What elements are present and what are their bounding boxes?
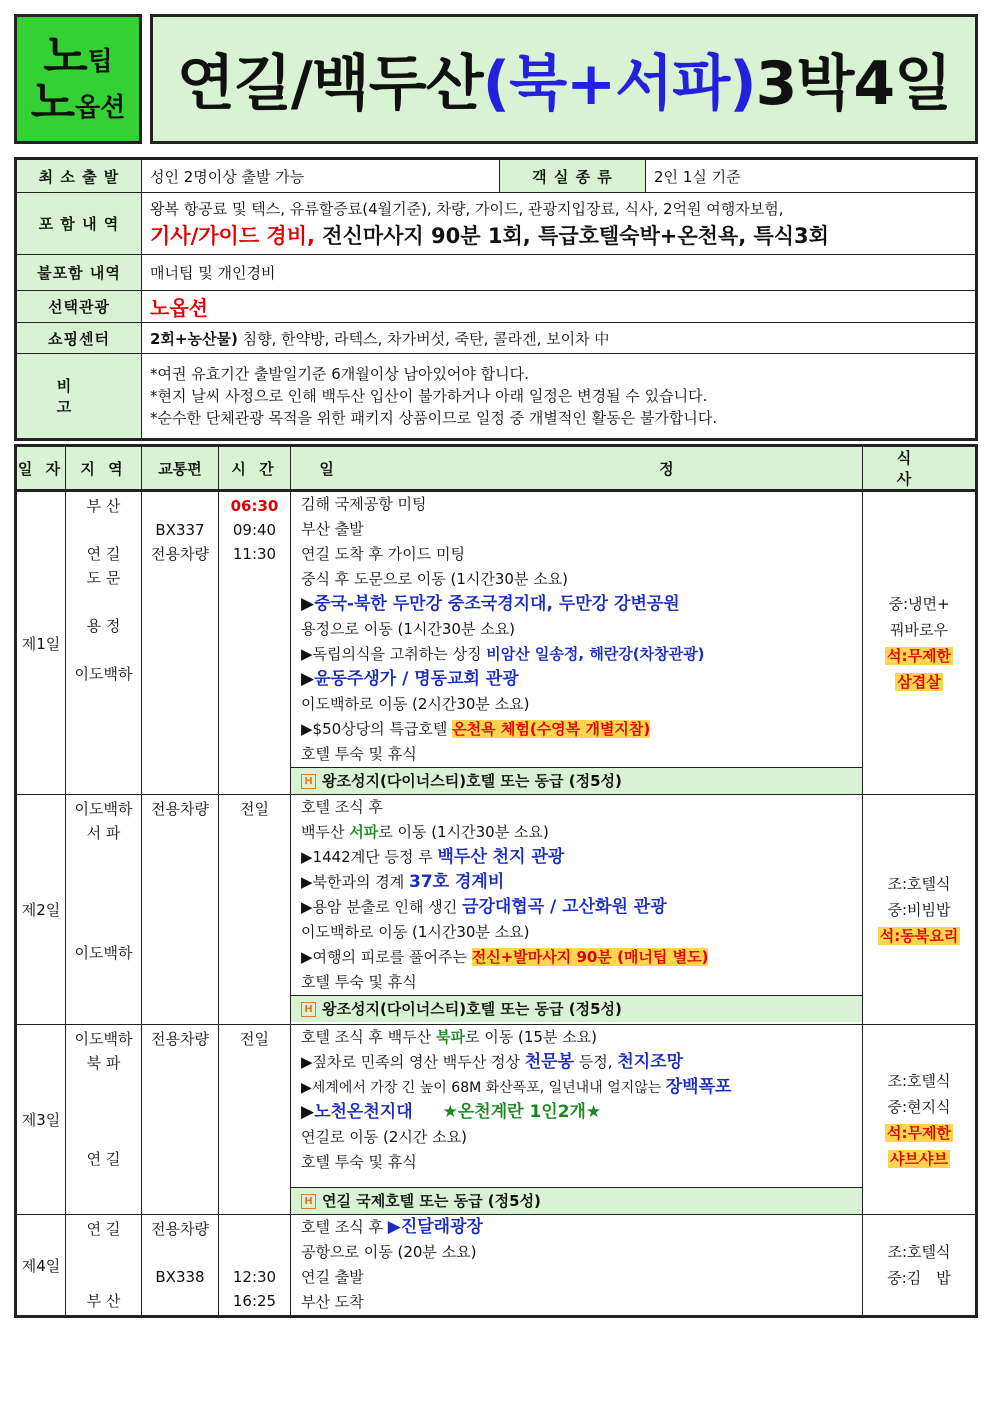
- shopping-label: 쇼핑센터: [16, 323, 142, 354]
- transport-cell: BX337 전용차량: [142, 491, 219, 795]
- day-row-1: [16, 491, 977, 795]
- itinerary-line: 호텔 투숙 및 휴식: [301, 1153, 417, 1171]
- title-route: (북+서파): [482, 49, 756, 119]
- itinerary-line: ▶용암 분출로 인해 생긴 금강대협곡 / 고산화원 관광: [301, 897, 667, 917]
- itinerary-line: ▶$50상당의 특급호텔 온천욕 체험(수영복 개별지참): [301, 720, 651, 738]
- incl-label: 포 함 내 역: [16, 193, 142, 255]
- day-label: 제4일: [16, 1215, 66, 1317]
- itinerary-cell: [291, 1025, 863, 1215]
- incl-guide-fee: 기사/가이드 경비,: [150, 223, 315, 248]
- itinerary-line: ▶북한과의 경계 37호 경계비: [301, 872, 505, 892]
- itinerary-line: 백두산 서파로 이동 (1시간30분 소요): [301, 823, 549, 841]
- time-cell: 전일: [219, 795, 291, 1025]
- info-table: [14, 157, 978, 441]
- col-region: 지 역: [66, 446, 142, 491]
- itinerary-line: 연길 출발: [301, 1268, 364, 1286]
- hotel-info: H 연길 국제호텔 또는 동급 (정5성): [291, 1187, 862, 1214]
- itinerary-line: 호텔 투숙 및 휴식: [301, 745, 417, 763]
- meal-cell: 중:냉면+ 꿔바로우 석:무제한 삼겹살: [863, 491, 977, 795]
- itinerary-line: 호텔 조식 후: [301, 798, 383, 816]
- no-tip-no-option-badge: [14, 14, 142, 144]
- day-row-4: [16, 1215, 977, 1317]
- hotel-icon: H: [301, 774, 316, 789]
- itinerary-line: 이도백하로 이동 (2시간30분 소요): [301, 695, 530, 713]
- depart-label: 최 소 출 발: [16, 159, 142, 193]
- itinerary-line: ▶여행의 피로를 풀어주는 전신+발마사지 90분 (매너팁 별도): [301, 948, 709, 966]
- transport-cell: 전용차량 BX338: [142, 1215, 219, 1317]
- incl-line-1: 왕복 항공료 및 텍스, 유류할증료(4월기준), 차량, 가이드, 관광지입장료, 식사, 2억원 여행자보험,: [150, 199, 784, 218]
- schedule-table: [14, 444, 978, 1318]
- time-cell: 06:30 09:40 11:30: [219, 491, 291, 795]
- itinerary-line: 호텔 투숙 및 휴식: [301, 973, 417, 991]
- itinerary-line: 부산 도착: [301, 1293, 364, 1311]
- region-cell: 부 산 연 길 도 문 용 정 이도백하: [66, 491, 142, 795]
- itinerary-line: 호텔 조식 후 백두산 북파로 이동 (15분 소요): [301, 1028, 598, 1046]
- room-label: 객 실 종 류: [500, 159, 646, 193]
- itinerary-line: 연길로 이동 (2시간 소요): [301, 1128, 467, 1146]
- transport-cell: 전용차량: [142, 795, 219, 1025]
- itinerary-cell: [291, 491, 863, 795]
- room-value: 2인 1실 기준: [646, 159, 977, 193]
- notes-label: 비 고: [16, 354, 142, 440]
- hotel-icon: H: [301, 1002, 316, 1017]
- notes: [142, 354, 977, 440]
- region-cell: 이도백하 북 파 연 길: [66, 1025, 142, 1215]
- incl-line-2: [150, 220, 967, 250]
- shopping-value: 2회+농산물) 침향, 한약방, 라텍스, 차가버섯, 죽탄, 콜라겐, 보이차 中: [142, 323, 977, 354]
- itinerary-line: 김해 국제공항 미팅: [301, 495, 427, 513]
- depart-value: 성인 2명이상 출발 가능: [142, 159, 500, 193]
- itinerary-line: 중식 후 도문으로 이동 (1시간30분 소요): [301, 570, 569, 588]
- col-meal: 식 사: [863, 446, 977, 491]
- badge-no-1: 노: [43, 29, 86, 83]
- itinerary-cell: [291, 795, 863, 1025]
- itinerary-line: 호텔 조식 후 ▶진달래광장: [301, 1217, 483, 1237]
- col-day: 일 자: [16, 446, 66, 491]
- option-label: 선택관광: [16, 291, 142, 323]
- itinerary-line: ▶독립의식을 고취하는 상징 비암산 일송정, 해란강(차창관광): [301, 645, 705, 663]
- badge-option: 옵션: [75, 93, 126, 123]
- itinerary-line: 공항으로 이동 (20분 소요): [301, 1243, 477, 1261]
- meal-cell: 조:호텔식 중:김 밥: [863, 1215, 977, 1317]
- col-transport: 교통편: [142, 446, 219, 491]
- itinerary-line: 부산 출발: [301, 520, 364, 538]
- col-time: 시 간: [219, 446, 291, 491]
- col-itinerary: 일 정: [291, 446, 863, 491]
- day-row-3: [16, 1025, 977, 1215]
- time-cell: 전일: [219, 1025, 291, 1215]
- note-item: *여권 유효기간 출발일기준 6개월이상 남아있어야 합니다.: [150, 365, 529, 383]
- option-value: 노옵션: [142, 291, 977, 323]
- region-cell: 이도백하 서 파 이도백하: [66, 795, 142, 1025]
- day-label: 제1일: [16, 491, 66, 795]
- region-cell: 연 길 부 산: [66, 1215, 142, 1317]
- itinerary-line: ▶노천온천지대 ★온천계란 1인2개★: [301, 1102, 602, 1122]
- day-row-2: [16, 795, 977, 1025]
- page-title: [150, 14, 978, 144]
- hotel-icon: H: [301, 1194, 316, 1209]
- day-label: 제3일: [16, 1025, 66, 1215]
- itinerary-line: 연길 도착 후 가이드 미팅: [301, 545, 465, 563]
- itinerary-line: ▶1442계단 등정 루 백두산 천지 관광: [301, 847, 565, 867]
- time-cell: 12:30 16:25: [219, 1215, 291, 1317]
- badge-no-2: 노: [30, 75, 74, 129]
- excl-value: 매너팁 및 개인경비: [142, 255, 977, 291]
- transport-cell: 전용차량: [142, 1025, 219, 1215]
- itinerary-line: 이도백하로 이동 (1시간30분 소요): [301, 923, 530, 941]
- title-duration: 3박4일: [755, 49, 952, 119]
- itinerary-line: ▶세계에서 가장 긴 높이 68M 화산폭포, 일년내내 얼지않는 장백폭포: [301, 1077, 732, 1097]
- note-item: *순수한 단체관광 목적을 위한 패키지 상품이므로 일정 중 개별적인 활동은 불가합니다.: [150, 409, 718, 427]
- day-label: 제2일: [16, 795, 66, 1025]
- badge-tip: 팁: [87, 47, 113, 77]
- itinerary-line: ▶윤동주생가 / 명동교회 관광: [301, 669, 519, 689]
- itinerary-line: 용정으로 이동 (1시간30분 소요): [301, 620, 516, 638]
- itinerary-line: ▶중국-북한 두만강 중조국경지대, 두만강 강변공원: [301, 594, 680, 614]
- note-item: *현지 날씨 사정으로 인해 백두산 입산이 불가하거나 아래 일정은 변경될 수 있습니다.: [150, 387, 708, 405]
- meal-cell: 조:호텔식 중:비빔밥 석:동북요리: [863, 795, 977, 1025]
- hotel-info: H 왕조성지(다이너스티)호텔 또는 동급 (정5성): [291, 995, 862, 1022]
- itinerary-line: ▶짚차로 민족의 영산 백두산 정상 천문봉 등정, 천지조망: [301, 1052, 684, 1072]
- itinerary-cell: [291, 1215, 863, 1317]
- hotel-info: H 왕조성지(다이너스티)호텔 또는 동급 (정5성): [291, 767, 862, 794]
- meal-cell: 조:호텔식 중:현지식 석:무제한 샤브샤브: [863, 1025, 977, 1215]
- title-destination: 연길/백두산: [176, 49, 483, 119]
- incl-highlights: 전신마사지 90분 1회, 특급호텔숙박+온천욕, 특식3회: [314, 223, 829, 248]
- excl-label: 불포함 내역: [16, 255, 142, 291]
- incl-value: [142, 193, 977, 255]
